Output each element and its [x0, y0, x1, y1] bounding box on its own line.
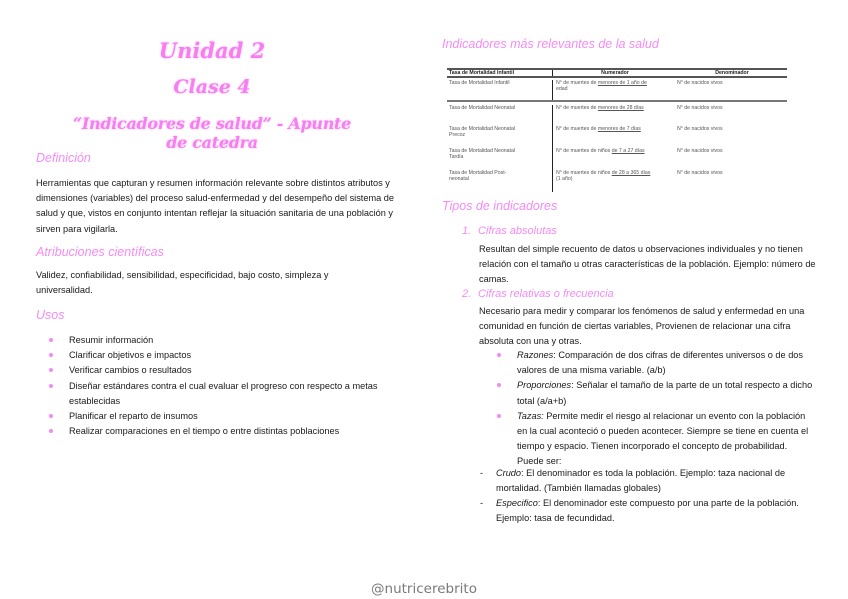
attributes-heading: Atribuciones científicas [36, 245, 164, 259]
bullet-icon [49, 429, 53, 433]
table-row: Tasa de Mortalidad Post-neonatal N° de muertes de niños de 28 a 365 días (1 año) N° de nacidos vivos [447, 170, 787, 192]
list-item: Razones: Comparación de dos cifras de diferentes universos o de dos valores de una misma variable. (a/b) [497, 348, 815, 378]
dash-icon: - [480, 498, 484, 508]
bullet-icon [497, 383, 501, 387]
author-credit: @nutricerebrito [371, 581, 477, 597]
table-header: Tasa de Mortalidad Infantil Numerador Denominador [447, 68, 787, 78]
table-row: Tasa de Mortalidad Infantil N° de muertes de menores de 1 año de edad N° de nacidos vivos [447, 78, 787, 102]
list-item: Proporciones: Señalar el tamaño de la parte de un total respecto a dicho total (a/a+b) [497, 378, 815, 408]
topic-title: “Indicadores de salud” - Apunte de catedra [72, 114, 352, 152]
bullet-icon [49, 368, 53, 372]
attributes-body: Validez, confiabilidad, sensibilidad, especificidad, bajo costo, simpleza y universalidad. [36, 270, 329, 296]
bullet-icon [497, 353, 501, 357]
list-item: Diseñar estándares contra el cual evaluar el progreso con respecto a metas establecidas [49, 379, 394, 409]
table-row: Tasa de Mortalidad Neonatal Precoz N° de muertes de menores de 7 días N° de nacidos vivos [447, 126, 787, 148]
dash-item-especifico: - Especifico: El denominador este compuesto por una parte de la población. Ejemplo: tasa de fecundidad. [480, 498, 799, 524]
uses-heading: Usos [36, 308, 65, 322]
definition-heading: Definición [36, 151, 91, 165]
relative-body: Necesario para medir y comparar los fenómenos de salud y enfermedad en una comunidad en función de ciertas variables, Provienen de relacionar una cifra absoluta con una y otras. [479, 306, 805, 347]
dash-icon: - [480, 468, 484, 478]
definition-body: Herramientas que capturan y resumen información relevante sobre distintos atributos y dimensiones (variables) del proceso salud-enfermedad y del desempeño del sistema de salud y que, vistos en conjunto intentan reflejar la situación sanitaria de una población y sirven para vigilarla. [36, 178, 394, 234]
uses-list [49, 333, 394, 439]
absolute-body: Resultan del simple recuento de datos u observaciones individuales y no tienen relación con el tamaño u otras características de la población. Ejemplo: número de camas. [479, 244, 816, 285]
bullet-icon [49, 338, 53, 342]
indicators-heading: Indicadores más relevantes de la salud [442, 37, 659, 51]
bullet-icon [49, 414, 53, 418]
relative-subtypes-list [497, 348, 815, 470]
bullet-icon [49, 353, 53, 357]
list-item: Realizar comparaciones en el tiempo o entre distintas poblaciones [49, 424, 394, 439]
type-item-relative: 2. Cifras relativas o frecuencia [462, 288, 614, 300]
types-heading: Tipos de indicadores [442, 199, 558, 213]
bullet-icon [497, 414, 501, 418]
class-title: Clase 4 [173, 76, 251, 98]
unit-title: Unidad 2 [158, 38, 266, 63]
table-row: Tasa de Mortalidad Neonatal Tardía N° de muertes de niños de 7 a 27 días N° de nacidos vivos [447, 148, 787, 170]
type-item-absolute: 1. Cifras absolutas [462, 225, 557, 237]
list-item: Resumir información [49, 333, 394, 348]
list-item: Clarificar objetivos e impactos [49, 348, 394, 363]
list-item: Planificar el reparto de insumos [49, 409, 394, 424]
bullet-icon [49, 384, 53, 388]
list-item: Verificar cambios o resultados [49, 363, 394, 378]
mortality-table [447, 68, 787, 192]
dash-item-crudo: - Crudo: El denominador es toda la población. Ejemplo: taza nacional de mortalidad. (También llamadas globales) [480, 468, 786, 494]
list-item: Tazas: Permite medir el riesgo al relacionar un evento con la población en la cual aconteció o pueden acontecer. Siempre se tiene en cuenta el tiempo y espacio. Tienen incorporado el concepto de probabilidad. Puede ser: [497, 409, 815, 470]
table-row: Tasa de Mortalidad Neonatal N° de muertes de menores de 28 días N° de nacidos vivos [447, 102, 787, 126]
